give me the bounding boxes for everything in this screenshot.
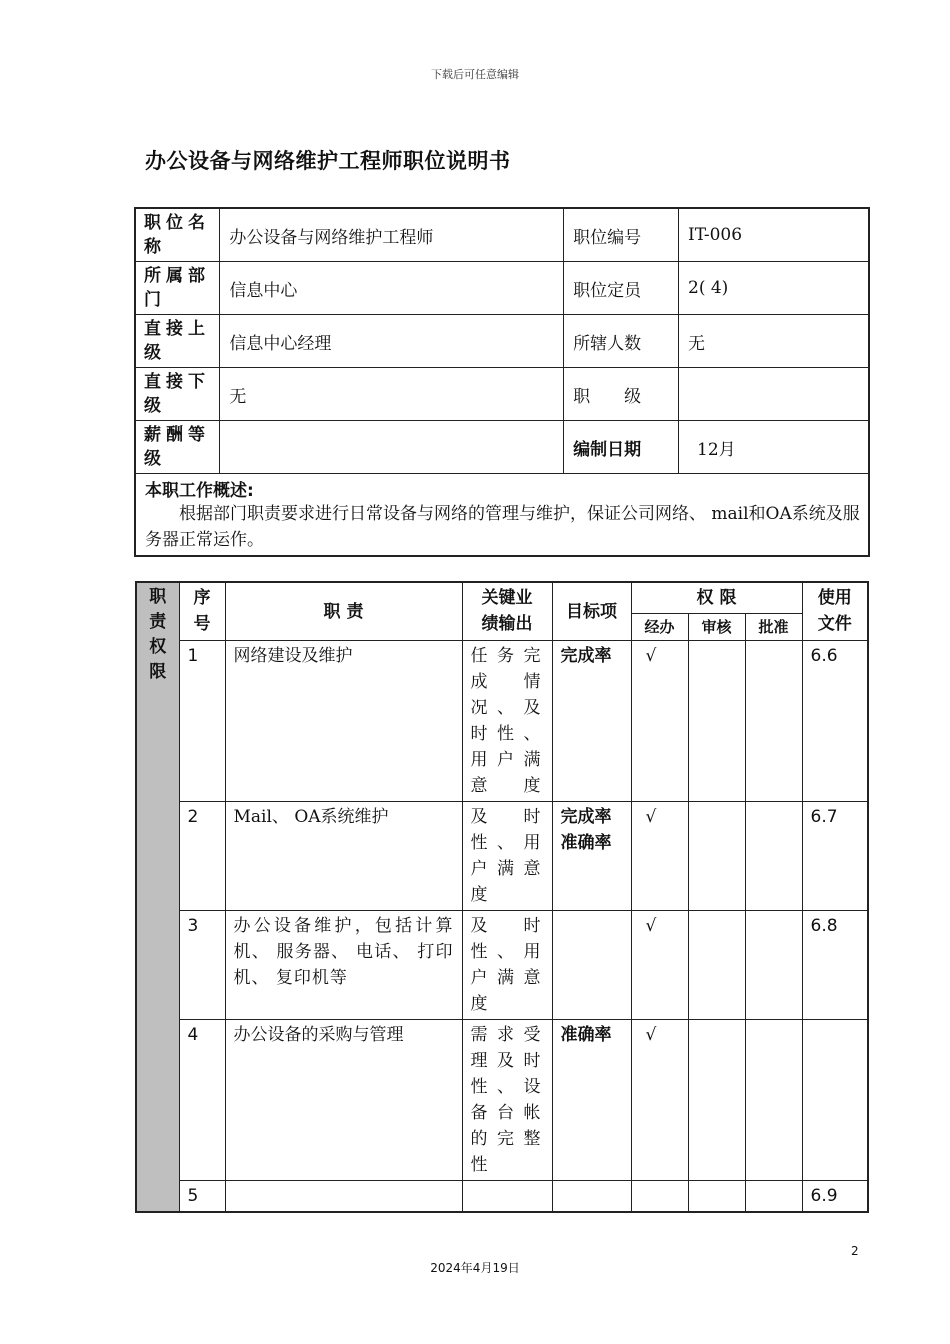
row-shenhe [688, 641, 745, 802]
row-seq: 2 [179, 802, 225, 911]
header-pizhun: 批准 [745, 614, 802, 641]
table-row [136, 802, 868, 911]
position-info-table [134, 207, 870, 557]
row-kpi: 及时性、用户满意度 [462, 802, 552, 911]
row-goal: 完成率 [552, 641, 631, 802]
row-shenhe [688, 1020, 745, 1181]
info-label: 所属部门 [135, 262, 220, 315]
info-value-2: 12月 [679, 421, 870, 474]
header-doc: 使用文件 [802, 582, 868, 641]
header-jingban: 经办 [631, 614, 688, 641]
info-value: 信息中心 [220, 262, 564, 315]
row-jingban [631, 1181, 688, 1213]
row-doc: 6.6 [802, 641, 868, 802]
summary-text: 根据部门职责要求进行日常设备与网络的管理与维护，保证公司网络、 mail和OA系统及服务器正常运作。 [145, 504, 860, 550]
row-kpi: 需求受理及时性、设备台帐的完整性 [462, 1020, 552, 1181]
row-doc: 6.9 [802, 1181, 868, 1213]
row-doc [802, 1020, 868, 1181]
info-label-2: 所辖人数 [564, 315, 679, 368]
table-row [136, 911, 868, 1020]
row-kpi [462, 1181, 552, 1213]
row-duty: 网络建设及维护 [225, 641, 462, 802]
header-goal: 目标项 [552, 582, 631, 641]
row-shenhe [688, 802, 745, 911]
row-seq: 3 [179, 911, 225, 1020]
header-duty: 职 责 [225, 582, 462, 641]
info-value: 信息中心经理 [220, 315, 564, 368]
table-row [136, 1181, 868, 1213]
header-shenhe: 审核 [688, 614, 745, 641]
info-label: 直接上级 [135, 315, 220, 368]
row-seq: 1 [179, 641, 225, 802]
row-duty: 办公设备维护，包括计算机、 服务器、 电话、 打印机、 复印机等 [225, 911, 462, 1020]
info-label: 职位名称 [135, 208, 220, 262]
summary-title: 本职工作概述: [145, 481, 254, 501]
row-duty: Mail、 OA系统维护 [225, 802, 462, 911]
row-pizhun [745, 641, 802, 802]
row-jingban: √ [631, 641, 688, 802]
header-authority: 权 限 [631, 582, 802, 614]
side-label: 职责权限 [136, 582, 179, 1212]
row-duty [225, 1181, 462, 1213]
row-jingban: √ [631, 911, 688, 1020]
row-kpi: 及时性、用户满意度 [462, 911, 552, 1020]
row-seq: 5 [179, 1181, 225, 1213]
info-value: 无 [220, 368, 564, 421]
row-duty: 办公设备的采购与管理 [225, 1020, 462, 1181]
row-doc: 6.7 [802, 802, 868, 911]
info-value-2: 2( 4) [679, 262, 870, 315]
header-note: 下载后可任意编辑 [431, 68, 519, 81]
row-pizhun [745, 1020, 802, 1181]
table-row [136, 1020, 868, 1181]
row-jingban: √ [631, 1020, 688, 1181]
info-label-2: 职 级 [564, 368, 679, 421]
info-label-2: 编制日期 [564, 421, 679, 474]
info-label: 直接下级 [135, 368, 220, 421]
header-kpi: 关键业绩输出 [462, 582, 552, 641]
page-title: 办公设备与网络维护工程师职位说明书 [145, 149, 511, 173]
info-value-2: IT-006 [679, 208, 870, 262]
row-goal: 完成率 准确率 [552, 802, 631, 911]
info-label-2: 职位定员 [564, 262, 679, 315]
info-label-2: 职位编号 [564, 208, 679, 262]
row-pizhun [745, 802, 802, 911]
info-value-2: 无 [679, 315, 870, 368]
row-goal: 准确率 [552, 1020, 631, 1181]
info-value: 办公设备与网络维护工程师 [220, 208, 564, 262]
duties-table [135, 581, 869, 1213]
row-jingban: √ [631, 802, 688, 911]
table-row [136, 641, 868, 802]
row-kpi: 任务完成情况、及时性、用户满意度 [462, 641, 552, 802]
row-pizhun [745, 1181, 802, 1213]
row-goal [552, 911, 631, 1020]
row-shenhe [688, 911, 745, 1020]
row-goal [552, 1181, 631, 1213]
info-label: 薪酬等级 [135, 421, 220, 474]
footer-date: 2024年4月19日 [430, 1261, 520, 1275]
row-doc: 6.8 [802, 911, 868, 1020]
job-summary [135, 474, 869, 557]
row-seq: 4 [179, 1020, 225, 1181]
info-value-2 [679, 368, 870, 421]
row-shenhe [688, 1181, 745, 1213]
header-seq: 序号 [179, 582, 225, 641]
page-number: 2 [851, 1244, 859, 1258]
row-pizhun [745, 911, 802, 1020]
info-value [220, 421, 564, 474]
